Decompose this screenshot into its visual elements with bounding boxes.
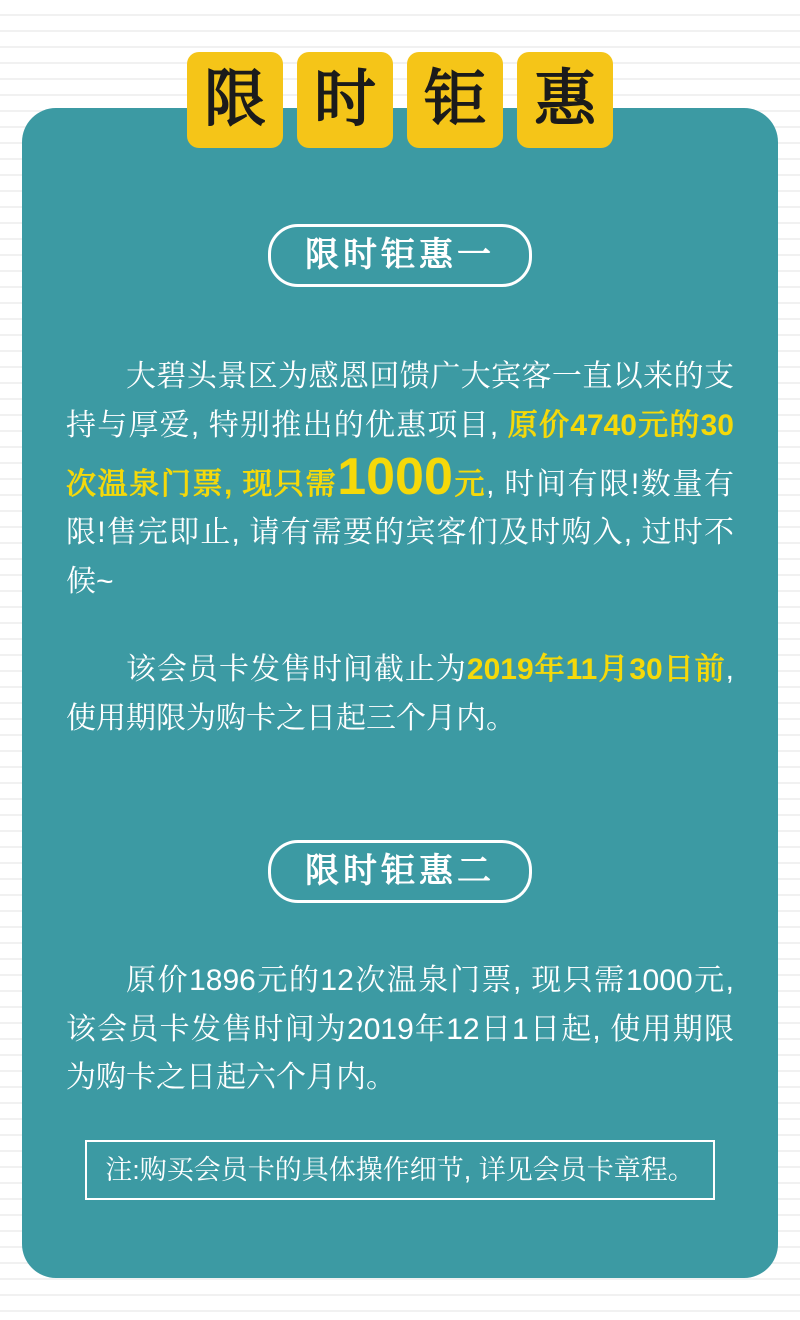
p2-run-2: , 使用期限为购卡之日起三个月内。 <box>66 653 735 735</box>
title-char-3: 惠 <box>517 52 613 148</box>
promo-card-content <box>22 108 778 1278</box>
note-box: 注:购买会员卡的具体操作细节, 详见会员卡章程。 <box>85 1140 715 1200</box>
section-two-paragraph-1 <box>66 957 734 1103</box>
note-wrap <box>66 1140 734 1200</box>
p1-run-3: 元 <box>452 467 487 501</box>
p1-run-0: 大碧头景区为感恩回馈广大宾客一直以来的支持与厚爱, 特别推出的优惠项目, <box>66 360 734 442</box>
title-char-2: 钜 <box>407 52 503 148</box>
promo-card <box>22 108 778 1278</box>
section-one-paragraph-1 <box>66 353 734 606</box>
p3-run-0: 原价1896元的12次温泉门票, 现只需1000元, 该会员卡发售时间为2019年12日1日起, 使用期限为购卡之日起六个月内。 <box>66 963 734 1095</box>
p2-run-1: 2019年11月30日前 <box>466 653 726 687</box>
section-one-heading: 限时钜惠一 <box>268 224 532 287</box>
section-two-heading-wrap <box>66 840 734 903</box>
p2-run-0: 该会员卡发售时间截止为 <box>126 653 467 687</box>
section-one-heading-wrap <box>66 224 734 287</box>
p1-run-4: , 时间有限!数量有限!售完即止, 请有需要的宾客们及时购入, 过时不候~ <box>66 467 735 598</box>
title-char-1: 时 <box>297 52 393 148</box>
section-one-paragraph-2 <box>66 646 734 743</box>
p1-run-2: 1000 <box>337 447 453 506</box>
title-char-0: 限 <box>187 52 283 148</box>
p1-run-1: 原价4740元的30次温泉门票, 现只需 <box>66 408 734 501</box>
title-badges <box>0 52 800 148</box>
section-two-heading: 限时钜惠二 <box>268 840 532 903</box>
